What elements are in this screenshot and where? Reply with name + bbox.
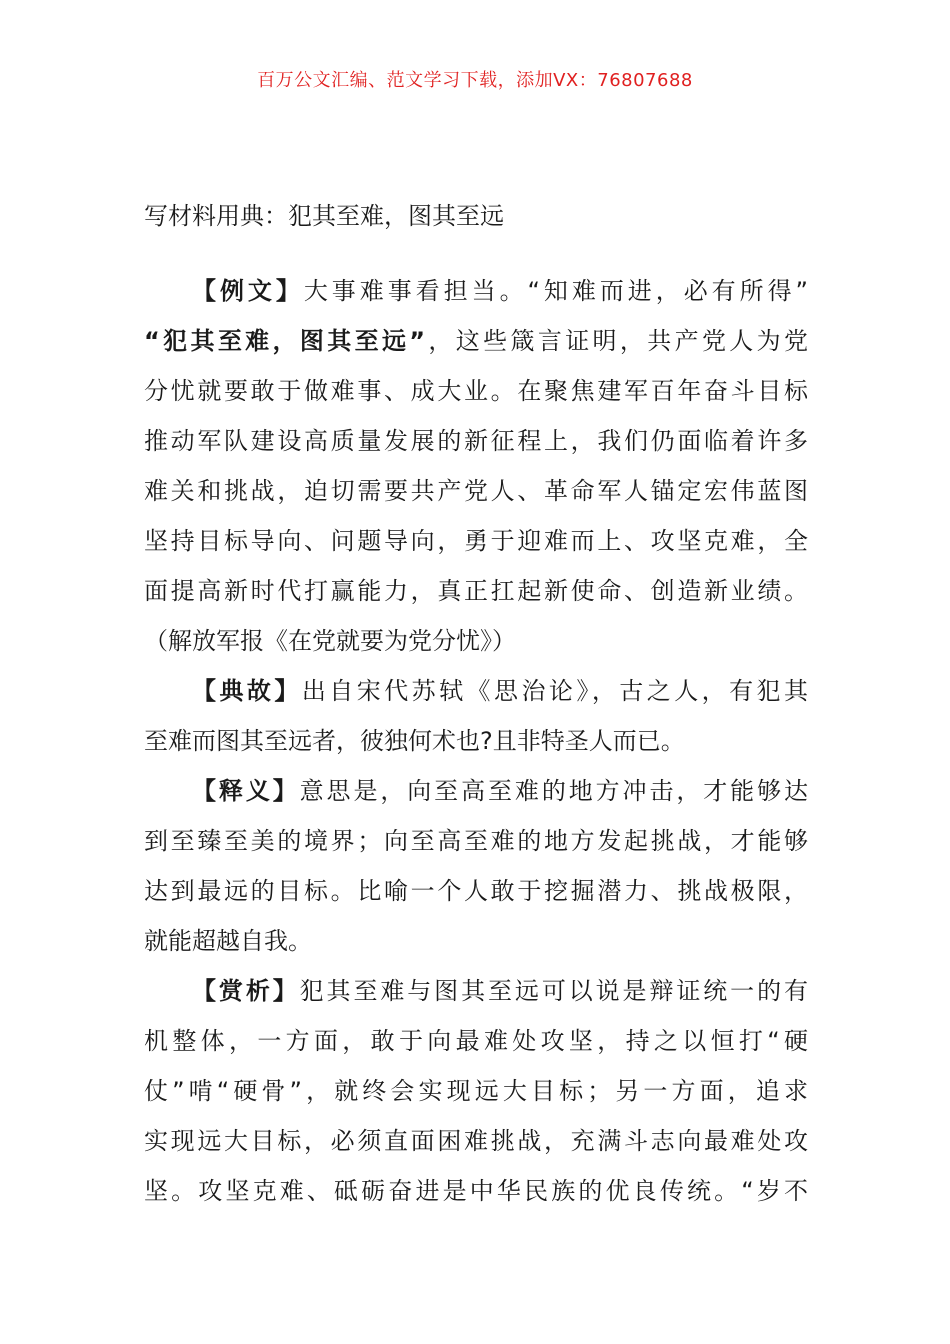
appreciation-line-5: 坚。攻坚克难、砥砺奋进是中华民族的优良传统。“岁不 <box>144 1177 808 1205</box>
meaning-text-1: 意思是，向至高至难的地方冲击，才能够达 <box>299 777 809 805</box>
appreciation-line-4: 实现远大目标，必须直面困难挑战，充满斗志向最难处攻 <box>144 1127 808 1155</box>
allusion-line-2: 至难而图其至远者，彼独何术也?且非特圣人而已。 <box>144 727 685 755</box>
example-line-3: 分忧就要敢于做难事、成大业。在聚焦建军百年奋斗目标 <box>144 377 808 405</box>
example-line-4: 推动军队建设高质量发展的新征程上，我们仍面临着许多 <box>144 427 808 455</box>
example-line-1 <box>144 266 808 316</box>
header-banner: 百万公文汇编、范文学习下载，添加VX：76807688 <box>257 70 693 91</box>
example-text-1: 大事难事看担当。“知难而进，必有所得” <box>303 277 808 305</box>
example-source: （解放军报《在党就要为党分忧》） <box>144 627 516 655</box>
appreciation-line-1 <box>144 966 808 1016</box>
appreciation-label: 【赏析】 <box>192 977 300 1005</box>
example-line-2 <box>144 316 808 366</box>
meaning-label: 【释义】 <box>192 777 300 805</box>
meaning-line-4: 就能超越自我。 <box>144 927 312 955</box>
allusion-label: 【典故】 <box>192 677 302 705</box>
example-label: 【例文】 <box>192 277 304 305</box>
appreciation-line-2: 机整体，一方面，敢于向最难处攻坚，持之以恒打“硬 <box>144 1027 808 1055</box>
document-title: 写材料用典：犯其至难，图其至远 <box>144 202 504 230</box>
example-bold-quote: “犯其至难，图其至远” <box>144 327 426 355</box>
document-body <box>144 266 808 1216</box>
example-line-6: 坚持目标导向、问题导向，勇于迎难而上、攻坚克难，全 <box>144 527 808 555</box>
example-line-5: 难关和挑战，迫切需要共产党人、革命军人锚定宏伟蓝图 <box>144 477 808 505</box>
meaning-line-3: 达到最远的目标。比喻一个人敢于挖掘潜力、挑战极限， <box>144 877 808 905</box>
allusion-text-1: 出自宋代苏轼《思治论》，古之人，有犯其 <box>301 677 809 705</box>
appreciation-line-3: 仗”啃“硬骨”，就终会实现远大目标；另一方面，追求 <box>144 1077 808 1105</box>
meaning-line-1 <box>144 766 808 816</box>
meaning-line-2: 到至臻至美的境界；向至高至难的地方发起挑战，才能够 <box>144 827 808 855</box>
appreciation-text-1: 犯其至难与图其至远可以说是辩证统一的有 <box>299 977 809 1005</box>
example-line-7: 面提高新时代打赢能力，真正扛起新使命、创造新业绩。 <box>144 577 808 605</box>
allusion-line-1 <box>144 666 808 716</box>
example-text-2: ，这些箴言证明，共产党人为党 <box>425 327 809 355</box>
